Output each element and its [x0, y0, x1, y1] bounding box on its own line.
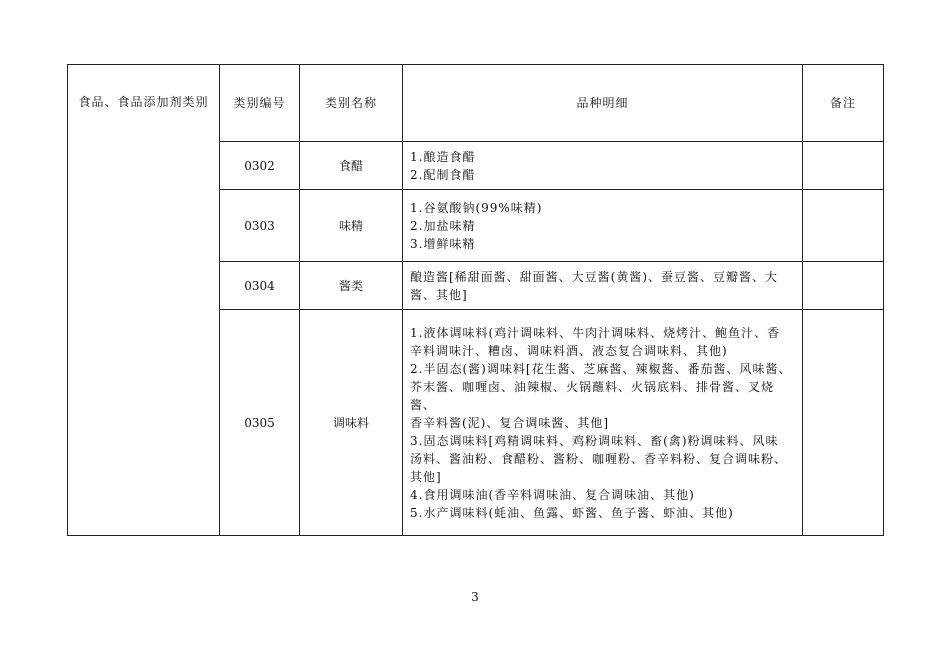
detail-line: 4.食用调味油(香辛料调味油、复合调味油、其他) — [410, 487, 695, 502]
category-code: 0304 — [220, 262, 300, 310]
category-header: 食品、食品添加剂类别 — [78, 95, 209, 109]
variety-details — [403, 310, 803, 536]
category-name: 调味料 — [300, 310, 403, 536]
category-name: 酱类 — [300, 262, 403, 310]
remarks-cell — [803, 142, 884, 190]
detail-line: 酱、其他] — [410, 287, 468, 302]
page-number: 3 — [471, 590, 479, 604]
remarks-cell — [803, 262, 884, 310]
name-header: 类别名称 — [300, 65, 403, 142]
remarks-cell — [803, 310, 884, 536]
detail-line: 2.半固态(酱)调味料[花生酱、芝麻酱、辣椒酱、番茄酱、风味酱、 — [410, 361, 792, 376]
details-header: 品种明细 — [403, 65, 803, 142]
variety-details — [403, 190, 803, 262]
category-code: 0303 — [220, 190, 300, 262]
detail-line: 辛料调味汁、糟卤、调味料酒、液态复合调味料、其他) — [410, 343, 728, 358]
detail-line: 1.酿造食醋 — [410, 149, 476, 164]
code-header: 类别编号 — [220, 65, 300, 142]
variety-details — [403, 142, 803, 190]
remarks-cell — [803, 190, 884, 262]
detail-line: 汤料、酱油粉、食醋粉、酱粉、咖喱粉、香辛料粉、复合调味粉、 — [410, 451, 788, 466]
detail-line: 2.加盐味精 — [410, 218, 476, 233]
detail-line: 其他] — [410, 469, 442, 484]
detail-line: 1.谷氨酸钠(99%味精) — [410, 200, 543, 215]
category-name: 食醋 — [300, 142, 403, 190]
detail-line: 香辛料酱(泥)、复合调味酱、其他] — [410, 415, 610, 430]
detail-line: 2.配制食醋 — [410, 167, 476, 182]
detail-line: 酿造酱[稀甜面酱、甜面酱、大豆酱(黄酱)、蚕豆酱、豆瓣酱、大 — [410, 269, 779, 284]
food-category-table — [67, 64, 884, 536]
remarks-header: 备注 — [803, 65, 884, 142]
detail-line: 1.液体调味料(鸡汁调味料、牛肉汁调味料、烧烤汁、鲍鱼汁、香 — [410, 325, 781, 340]
detail-line: 3.固态调味料[鸡精调味料、鸡粉调味料、畜(禽)粉调味料、风味 — [410, 433, 779, 448]
category-code: 0302 — [220, 142, 300, 190]
category-column-cell — [68, 65, 220, 536]
category-code: 0305 — [220, 310, 300, 536]
header-row — [68, 65, 884, 142]
detail-line: 3.增鲜味精 — [410, 236, 476, 251]
category-name: 味精 — [300, 190, 403, 262]
detail-line: 5.水产调味料(蚝油、鱼露、虾酱、鱼子酱、虾油、其他) — [410, 505, 734, 520]
detail-line: 芥末酱、咖喱卤、油辣椒、火锅蘸料、火锅底料、排骨酱、叉烧酱、 — [410, 379, 775, 412]
variety-details — [403, 262, 803, 310]
